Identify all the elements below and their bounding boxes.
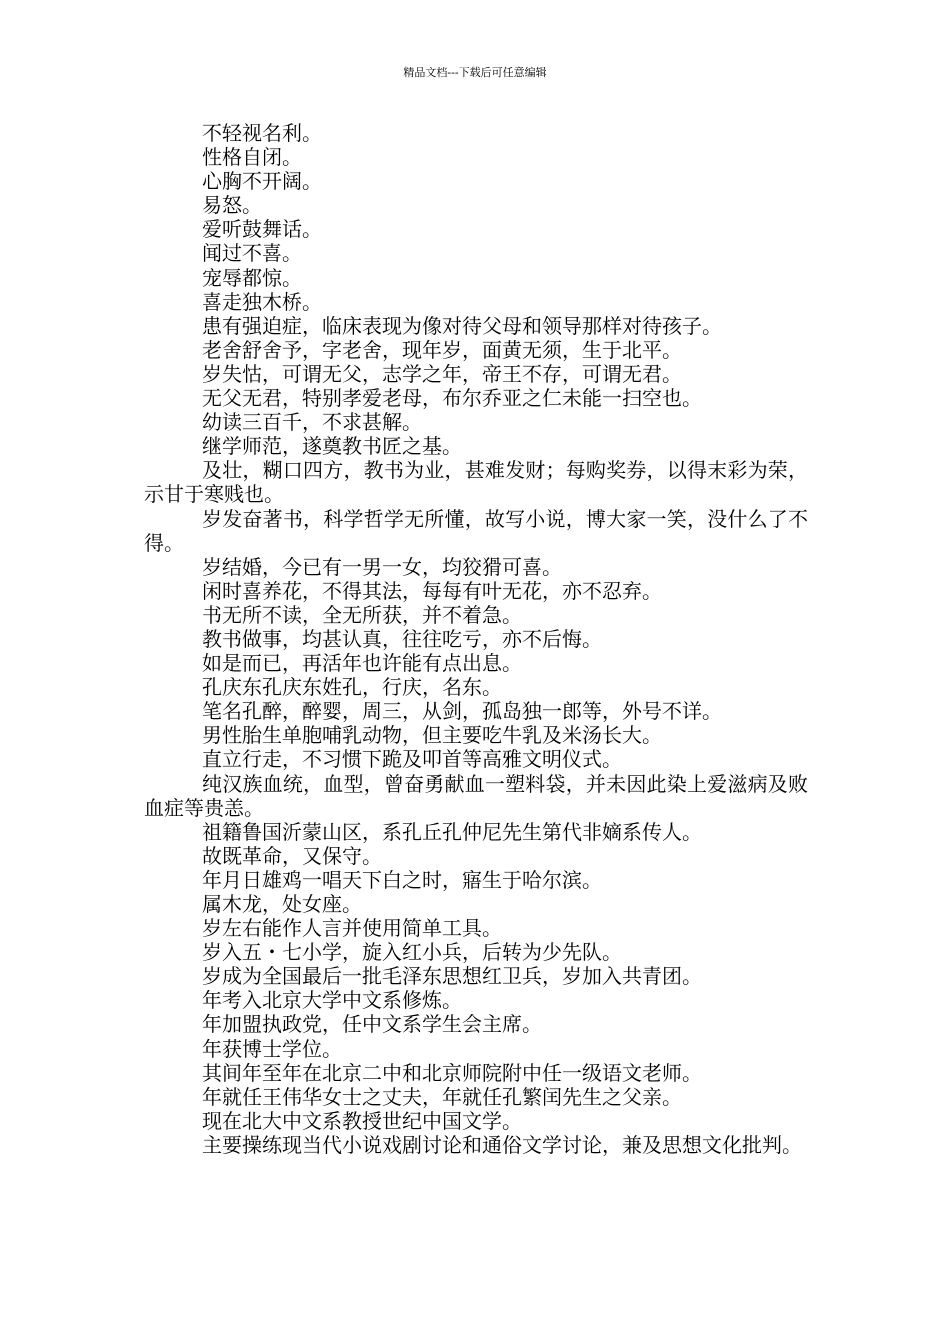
paragraph: 无父无君，特别孝爱老母，布尔乔亚之仁未能一扫空也。: [202, 386, 702, 411]
paragraph: 年加盟执政党，任中文系学生会主席。: [202, 1012, 542, 1037]
paragraph: 年月日雄鸡一唱天下白之时，寤生于哈尔滨。: [202, 867, 602, 892]
paragraph: 年获博士学位。: [202, 1036, 342, 1061]
paragraph: 现在北大中文系教授世纪中国文学。: [202, 1108, 522, 1133]
paragraph: 书无所不读，全无所获，并不着急。: [202, 602, 522, 627]
paragraph: 男性胎生单胞哺乳动物，但主要吃牛乳及米汤长大。: [202, 723, 662, 748]
paragraph: 属木龙，处女座。: [202, 892, 362, 916]
paragraph: 岁成为全国最后一批毛泽东思想红卫兵，岁加入共青团。: [202, 964, 702, 989]
page-header: 精品文档---下载后可任意编辑: [403, 66, 547, 79]
paragraph: 患有强迫症，临床表现为像对待父母和领导那样对待孩子。: [202, 313, 722, 338]
paragraph: 故既革命，又保守。: [202, 843, 382, 868]
paragraph: 闲时喜养花，不得其法，每每有叶无花，亦不忍弃。: [202, 578, 662, 603]
paragraph: 继学师范，遂奠教书匠之基。: [202, 434, 462, 459]
paragraph: 喜走独木桥。: [202, 289, 322, 314]
paragraph: 幼读三百千，不求甚解。: [202, 410, 422, 435]
paragraph: 教书做事，均甚认真，往往吃亏，亦不后悔。: [202, 626, 602, 651]
paragraph: 岁发奋著书，科学哲学无所懂，故写小说，博大家一笑，没什么了不得。: [144, 506, 808, 555]
paragraph: 主要操练现当代小说戏剧讨论和通俗文学讨论，兼及思想文化批判。: [202, 1132, 802, 1157]
paragraph: 孔庆东孔庆东姓孔，行庆，名东。: [202, 675, 502, 700]
paragraph: 不轻视名利。: [202, 121, 322, 145]
paragraph: 宠辱都惊。: [202, 265, 302, 290]
paragraph: 易怒。: [202, 193, 262, 218]
paragraph: 年考入北京大学中文系修炼。: [202, 988, 462, 1013]
paragraph: 纯汉族血统，血型，曾奋勇献血一塑料袋，并未因此染上爱滋病及败血症等贵恙。: [144, 771, 808, 820]
paragraph: 如是而已，再活年也许能有点出息。: [202, 651, 522, 676]
paragraph: 直立行走，不习惯下跪及叩首等高雅文明仪式。: [202, 747, 622, 772]
paragraph: 岁失怙，可谓无父，志学之年，帝王不存，可谓无君。: [202, 361, 682, 386]
document-body: [144, 121, 808, 1157]
paragraph: 年就任王伟华女士之丈夫，年就任孔繁闰先生之父亲。: [202, 1084, 682, 1109]
paragraph: 岁左右能作人言并使用简单工具。: [202, 916, 502, 941]
paragraph: 其间年至年在北京二中和北京师院附中任一级语文老师。: [202, 1060, 702, 1085]
paragraph: 祖籍鲁国沂蒙山区，系孔丘孔仲尼先生第代非嫡系传人。: [202, 819, 702, 844]
paragraph: 岁结婚，今已有一男一女，均狡猾可喜。: [202, 554, 562, 579]
paragraph: 老舍舒舍予，字老舍，现年岁，面黄无须，生于北平。: [202, 337, 682, 362]
paragraph: 性格自闭。: [202, 145, 302, 170]
paragraph: 笔名孔醉，醉婴，周三，从剑，孤岛独一郎等，外号不详。: [202, 699, 722, 724]
paragraph: 岁入五・七小学，旋入红小兵，后转为少先队。: [202, 940, 622, 965]
paragraph: 及壮，糊口四方，教书为业，甚难发财；每购奖券，以得末彩为荣，示甘于寒贱也。: [144, 458, 808, 507]
paragraph: 爱听鼓舞话。: [202, 217, 322, 242]
paragraph: 心胸不开阔。: [202, 169, 322, 194]
paragraph: 闻过不喜。: [202, 241, 302, 266]
